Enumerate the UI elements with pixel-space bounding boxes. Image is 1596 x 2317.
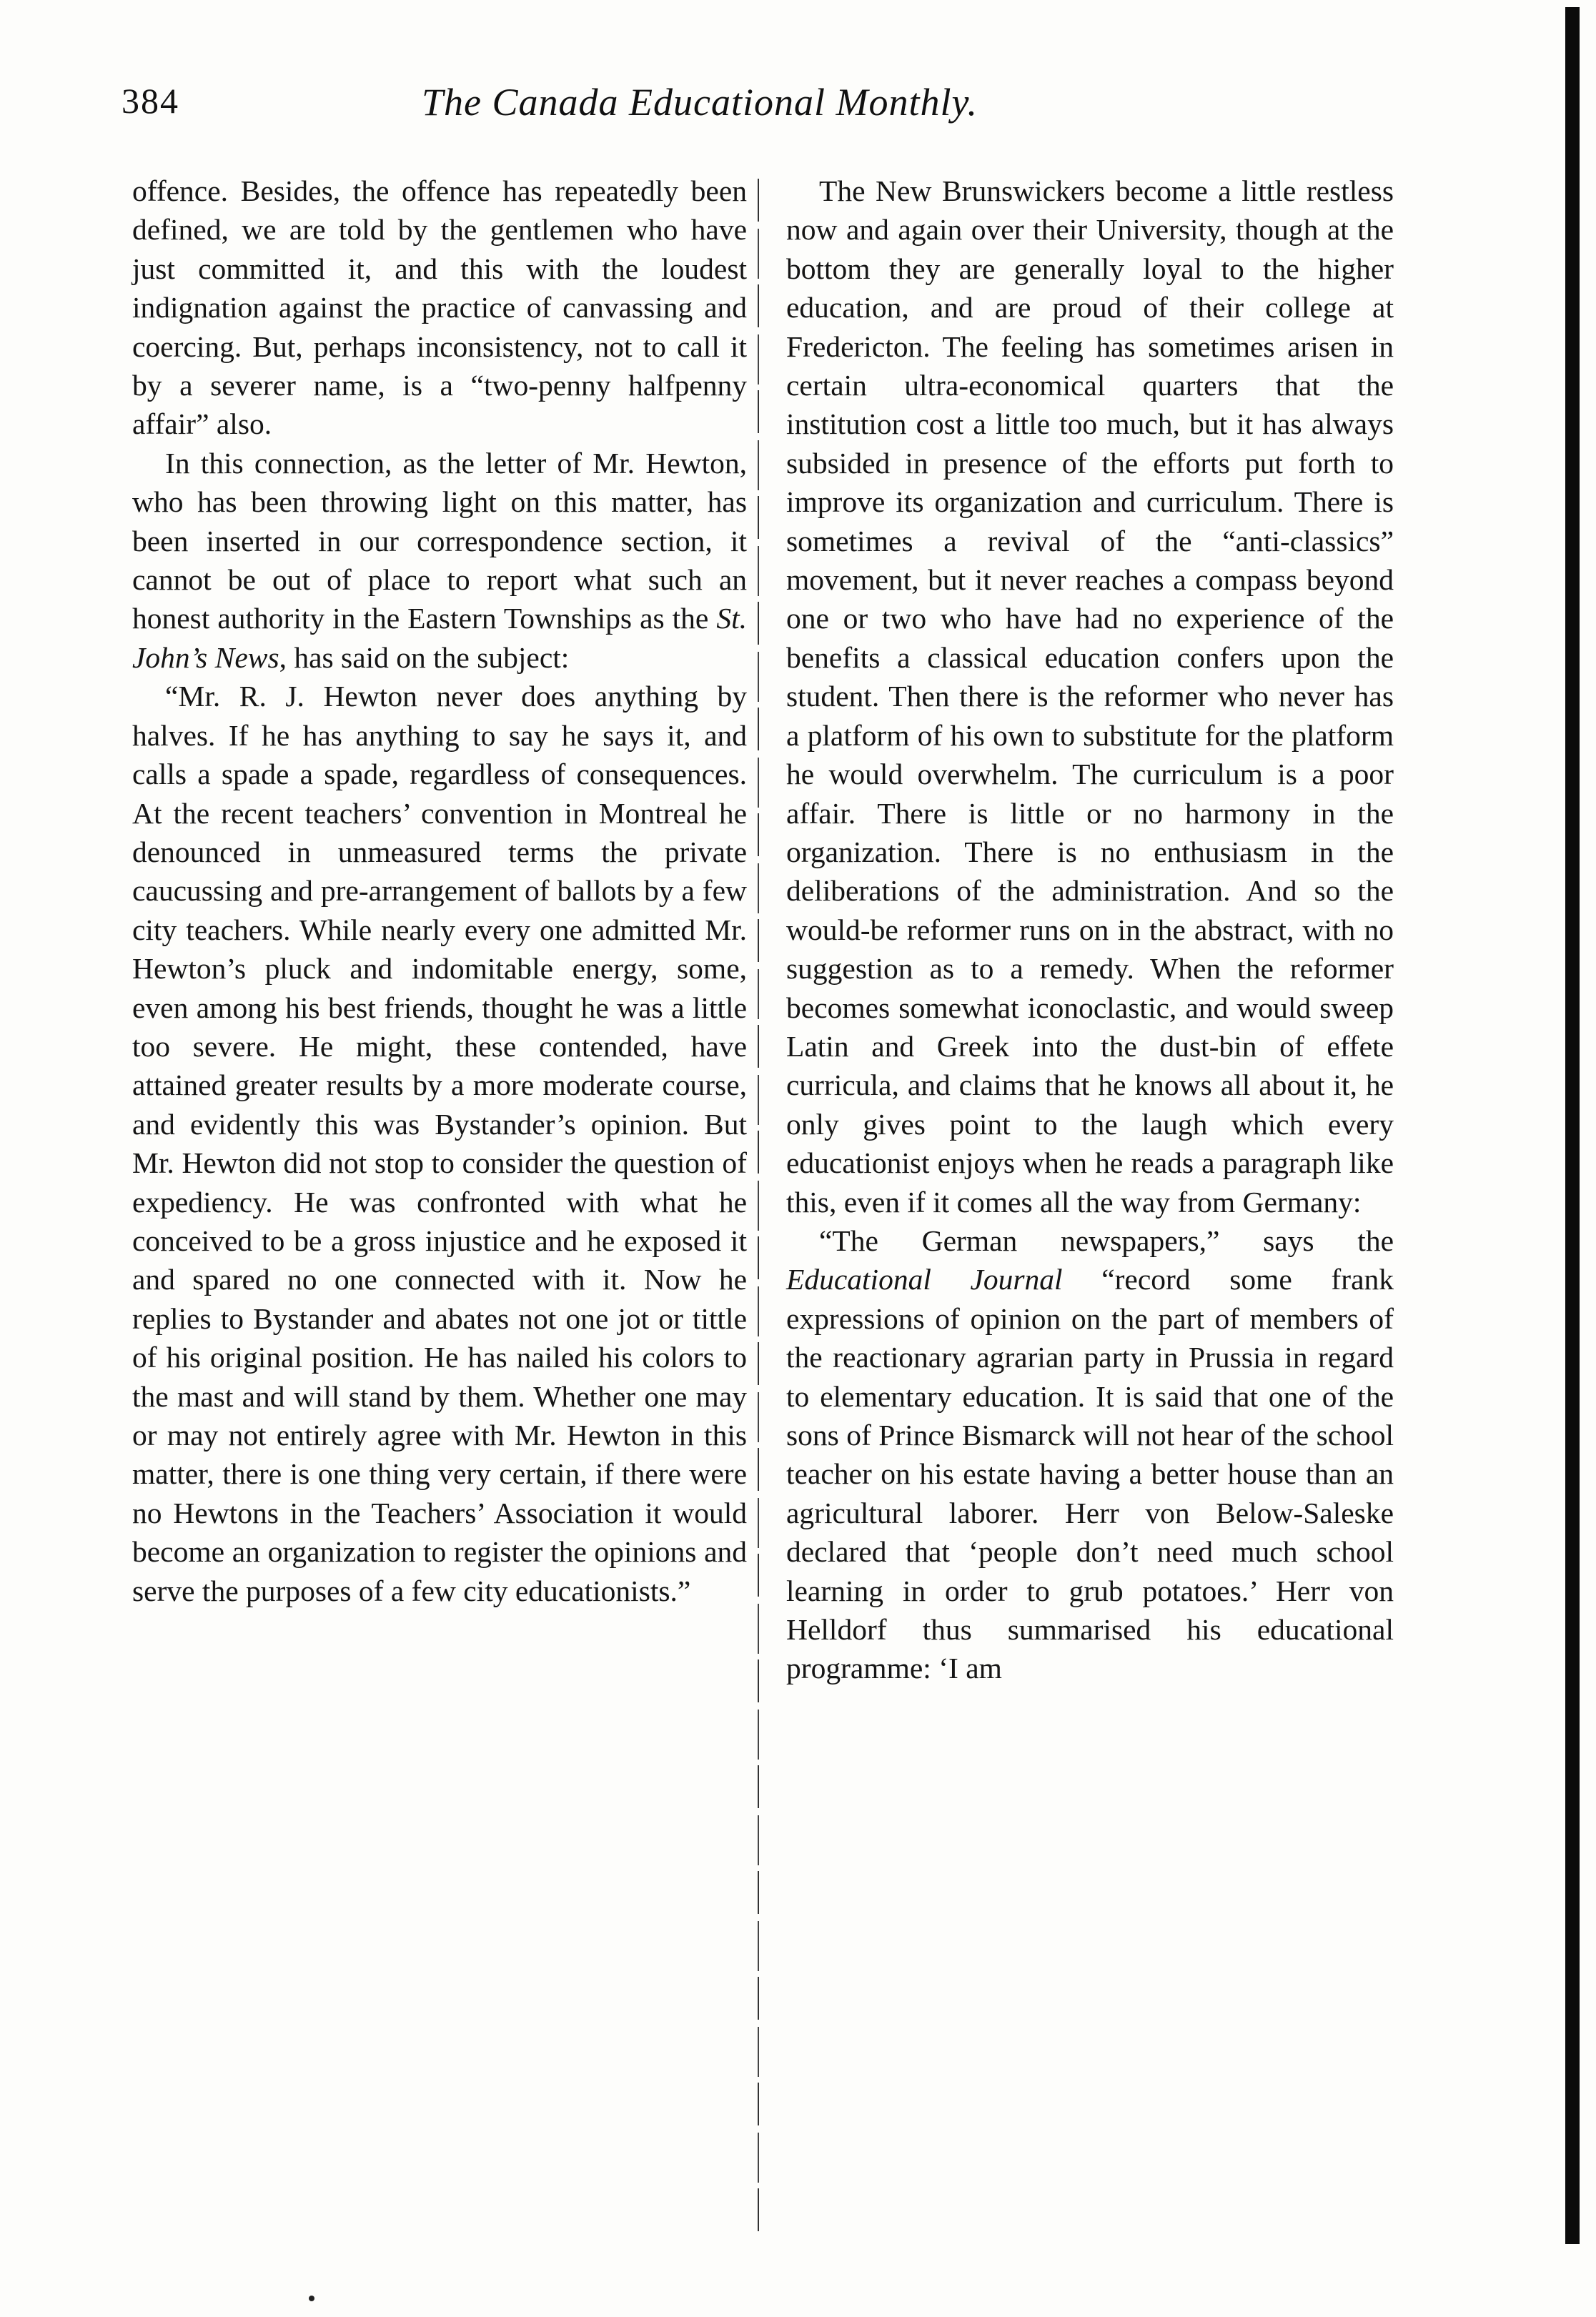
left-column (132, 172, 747, 1610)
newspaper-title: St. John’s News (132, 602, 747, 674)
journal-title: Educational Journal (786, 1263, 1063, 1296)
scan-edge-shadow (1565, 7, 1580, 2244)
left-paragraph-2 (132, 444, 747, 677)
right-column (786, 172, 1394, 1688)
right-paragraph-1: The New Brunswickers become a little restless now and again over their University, though at the bottom they are generally loyal to the higher education, and are proud of their college at Fredericton. The feeling has sometimes arisen in certain ultra-economical quarters that the institution cost a little too much, but it has always subsided in presence of the efforts put forth to improve its organization and curriculum. There is sometimes a revival of the “anti-classics” movement, but it never reaches a compass beyond one or two who have had no experience of the benefits a classical education confers upon the student. Then there is the reformer who never has a platform of his own to substitute for the platform he would overwhelm. The curriculum is a poor affair. There is little or no harmony in the organization. There is no enthusiasm in the deliberations of the administration. And so the would-be reformer runs on in the abstract, with no suggestion as to a remedy. When the reformer becomes somewhat iconoclastic, and would sweep Latin and Greek into the dust-bin of effete curricula, and claims that he knows all about it, he only gives point to the laugh which every educationist enjoys when he reads a paragraph like this, even if it comes all the way from Germany: (786, 174, 1394, 1219)
running-title: The Canada Educational Monthly. (422, 81, 978, 124)
page-number: 384 (122, 81, 179, 121)
left-p2-text-a: In this connection, as the letter of Mr. Hewton, who has been throwing light on this matter, has been inserted in our correspondence section, it cannot be out of place to report what such an honest authority in the Eastern Townships as the (132, 446, 747, 635)
left-paragraph-1: offence. Besides, the offence has repeatedly been defined, we are told by the gentlemen who have just committed it, and this with the loudest indignation against the practice of canvassing and coercing. But, perhaps inconsistency, not to call it by a severer name, is a “two-penny halfpenny affair” also. (132, 174, 747, 441)
left-p2-text-b: , has said on the subject: (279, 640, 570, 674)
right-p2-text-b: “record some frank expressions of opinion on the part of members of the reactionary agrarian party in Prussia in regard to elementary education. It is said that one of the sons of Prince Bismarck will not hear of the school teacher on his estate having a better house than an agricultural laborer. Herr von Below-Saleske declared that ‘people don’t need much school learning in order to grub potatoes.’ Herr von Helldorf thus summarised his educational programme: ‘I am (786, 1263, 1394, 1685)
right-p2-text-a: “The German newspapers,” says the (819, 1224, 1394, 1257)
right-paragraph-2 (786, 1221, 1394, 1688)
page-header (122, 80, 1379, 137)
left-quote-paragraph: “Mr. R. J. Hewton never does anything by halves. If he has anything to say he says it, and calls a spade a spade, regardless of consequences. At the recent teachers’ convention in Montreal he denounced in unmeasured terms the private caucussing and pre-arrangement of ballots by a few city teachers. While nearly every one admitted Mr. Hewton’s pluck and indomitable energy, some, even among his best friends, thought he was a little too severe. He might, these contended, have attained greater results by a more moderate course, and evidently this was Bystander’s opinion. But Mr. Hewton did not stop to consider the question of expediency. He was confronted with what he conceived to be a gross injustice and he exposed it and spared no one connected with it. Now he replies to Bystander and abates not one jot or tittle of his original position. He has nailed his colors to the mast and will stand by them. Whether one may or may not entirely agree with Mr. Hewton in this matter, there is one thing very certain, if there were no Hewtons in the Teachers’ Association it would become an organization to register the opinions and serve the purposes of a few city educationists.” (132, 680, 747, 1607)
scan-speck (309, 2296, 314, 2301)
column-divider (758, 179, 759, 2237)
